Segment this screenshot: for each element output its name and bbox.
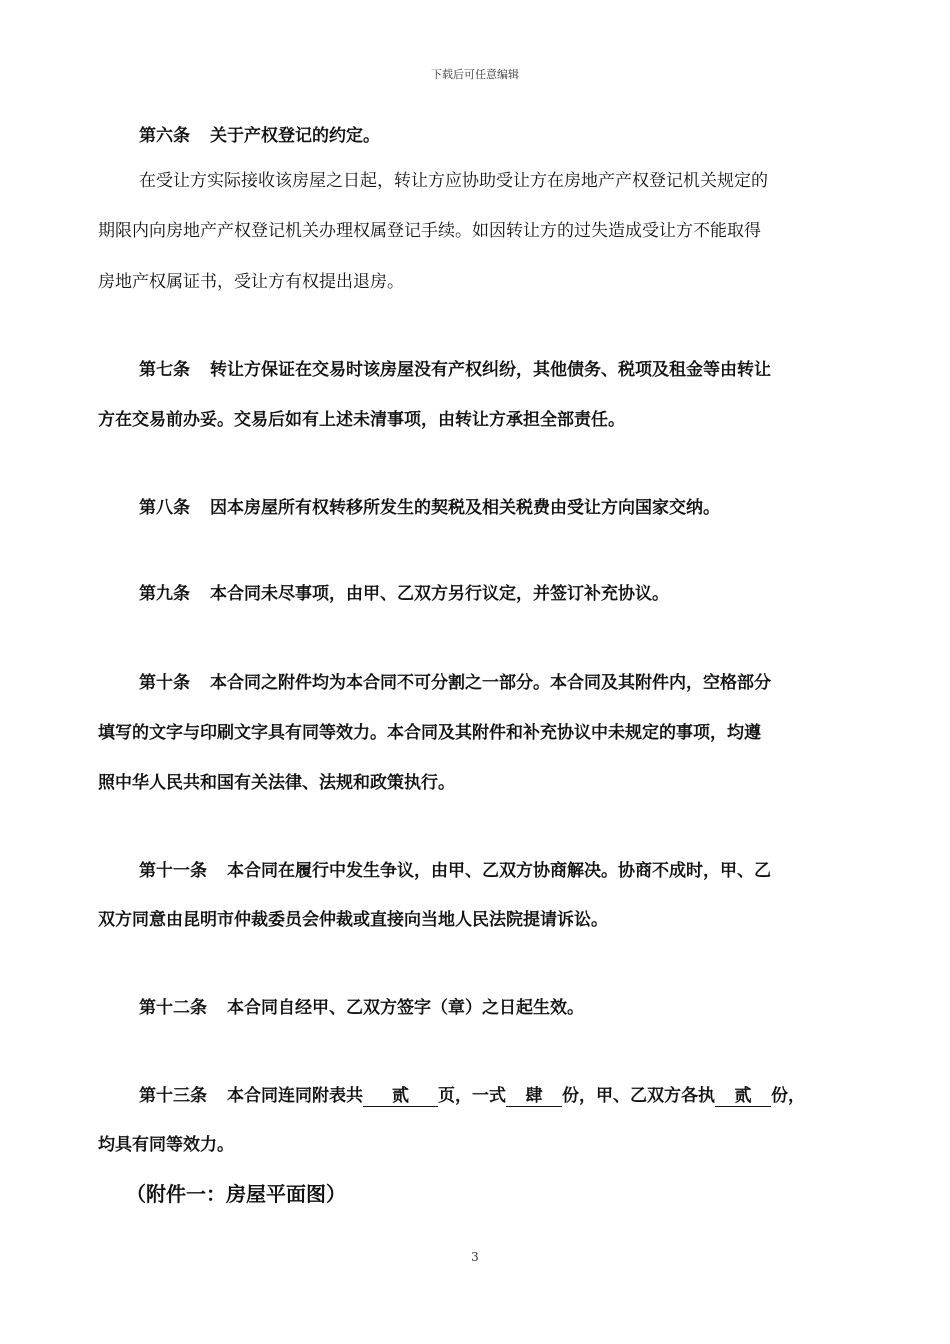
article-7-title: 第七条 [139, 360, 190, 380]
article-10-line-2: 填写的文字与印刷文字具有同等效力。本合同及其附件和补充协议中未规定的事项，均遵 [98, 723, 761, 743]
article-13-text-3: 份，甲、乙双方各执 [562, 1086, 715, 1106]
article-6-line-2: 期限内向房地产产权登记机关办理权属登记手续。如因转让方的过失造成受让方不能取得 [98, 221, 761, 241]
article-11-line-2: 双方同意由昆明市仲裁委员会仲裁或直接向当地人民法院提请诉讼。 [98, 910, 608, 930]
article-6-line-1: 在受让方实际接收该房屋之日起，转让方应协助受让方在房地产产权登记机关规定的 [139, 171, 768, 191]
article-13-line-2: 均具有同等效力。 [98, 1135, 234, 1155]
article-10-text-1: 本合同之附件均为本合同不可分割之一部分。本合同及其附件内，空格部分 [210, 673, 771, 693]
header-note: 下载后可任意编辑 [431, 68, 519, 81]
article-6-title-text: 关于产权登记的约定。 [210, 126, 380, 146]
attachment-title: （附件一：房屋平面图） [126, 1182, 346, 1206]
article-7-line-2: 方在交易前办妥。交易后如有上述未清事项，由转让方承担全部责任。 [98, 410, 625, 430]
article-6-heading [139, 124, 380, 148]
copies-each-field: 贰 [715, 1086, 771, 1107]
article-12-text: 本合同自经甲、乙双方签字（章）之日起生效。 [227, 998, 584, 1018]
article-8-line [139, 496, 720, 520]
article-7-line-1 [139, 358, 771, 382]
copies-field: 肆 [506, 1086, 562, 1107]
article-6-line-3: 房地产权属证书，受让方有权提出退房。 [98, 272, 404, 292]
article-12-title: 第十二条 [139, 998, 207, 1018]
article-10-line-3: 照中华人民共和国有关法律、法规和政策执行。 [98, 773, 455, 793]
article-13-text-2: 页，一式 [438, 1086, 506, 1106]
article-8-text: 因本房屋所有权转移所发生的契税及相关税费由受让方向国家交纳。 [210, 498, 720, 518]
article-13-line-1 [139, 1084, 805, 1108]
article-9-line [139, 582, 669, 606]
page-count-field: 贰 [363, 1086, 438, 1107]
article-9-text: 本合同未尽事项，由甲、乙双方另行议定，并签订补充协议。 [210, 584, 669, 604]
article-10-title: 第十条 [139, 673, 190, 693]
article-11-text-1: 本合同在履行中发生争议，由甲、乙双方协商解决。协商不成时，甲、乙 [227, 861, 771, 881]
article-13-text-1: 本合同连同附表共 [227, 1086, 363, 1106]
page-number: 3 [471, 1250, 479, 1264]
article-7-text-1: 转让方保证在交易时该房屋没有产权纠纷，其他债务、税项及租金等由转让 [210, 360, 771, 380]
article-9-title: 第九条 [139, 584, 190, 604]
article-11-line-1 [139, 859, 771, 883]
article-13-title: 第十三条 [139, 1086, 207, 1106]
article-13-text-4: 份， [771, 1086, 805, 1106]
article-11-title: 第十一条 [139, 861, 207, 881]
article-12-line [139, 996, 584, 1020]
article-6-title: 第六条 [139, 126, 190, 146]
article-10-line-1 [139, 671, 771, 695]
article-8-title: 第八条 [139, 498, 190, 518]
